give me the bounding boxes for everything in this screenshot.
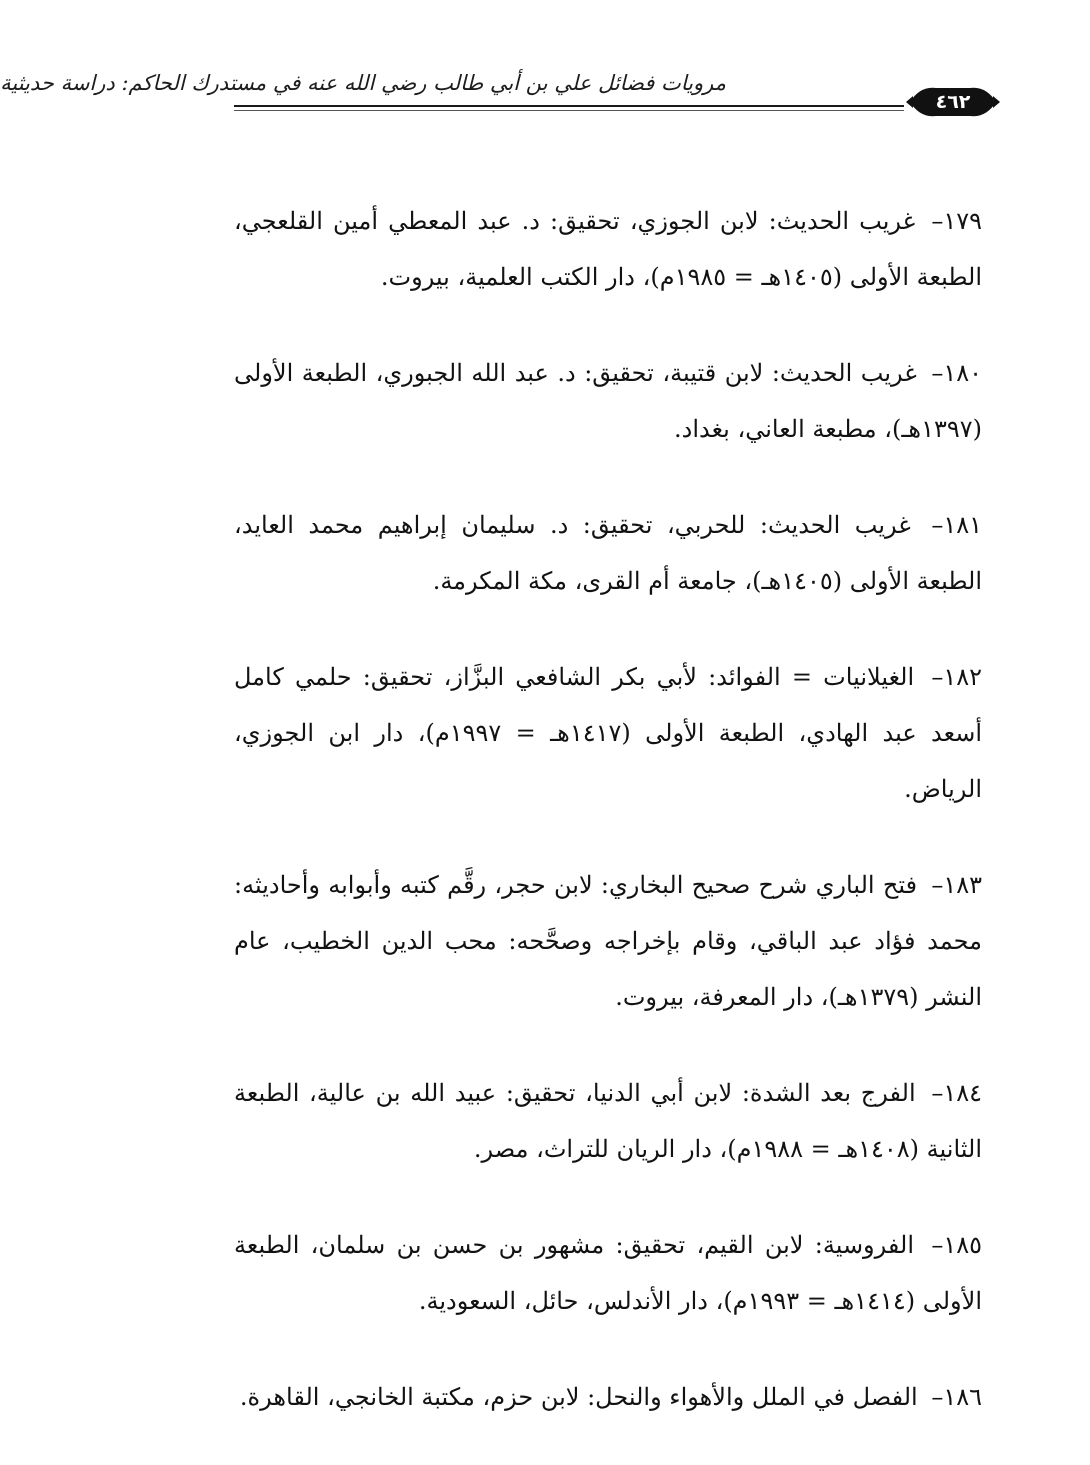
bibliography-entry xyxy=(234,1217,982,1329)
header-rule-thin xyxy=(234,110,904,111)
entry-text: الغيلانيات = الفوائد: لأبي بكر الشافعي البزَّاز، تحقيق: حلمي كامل أسعد عبد الهادي، الطبعة الأولى (١٤١٧هـ = ١٩٩٧م)، دار ابن الجوزي، الرياض. xyxy=(234,663,982,803)
bibliography-entry xyxy=(234,497,982,609)
entry-number: ١٨٥– xyxy=(931,1231,982,1259)
bibliography-entry xyxy=(234,1065,982,1177)
entry-number: ١٨٤– xyxy=(931,1079,983,1107)
entry-text: غريب الحديث: لابن الجوزي، تحقيق: د. عبد المعطي أمين القلعجي، الطبعة الأولى (١٤٠٥هـ = ١٩٨٥م)، دار الكتب العلمية، بيروت. xyxy=(234,207,982,291)
entry-text: غريب الحديث: لابن قتيبة، تحقيق: د. عبد الله الجبوري، الطبعة الأولى (١٣٩٧هـ)، مطبعة العاني، بغداد. xyxy=(234,359,982,443)
entry-text: الفروسية: لابن القيم، تحقيق: مشهور بن حسن بن سلمان، الطبعة الأولى (١٤١٤هـ = ١٩٩٣م)، دار الأندلس، حائل، السعودية. xyxy=(234,1231,982,1315)
bibliography-entry xyxy=(234,193,982,305)
bibliography-entry xyxy=(234,1369,982,1425)
entry-number: ١٨٦– xyxy=(931,1383,982,1411)
running-title: مرويات فضائل علي بن أبي طالب رضي الله عنه في مستدرك الحاكم: دراسة حديثية xyxy=(0,71,726,95)
header-rule xyxy=(234,105,904,107)
bibliography-list xyxy=(234,193,982,1465)
entry-text: الفرج بعد الشدة: لابن أبي الدنيا، تحقيق: عبيد الله بن عالية، الطبعة الثانية (١٤٠٨هـ = ١٩٨٨م)، دار الريان للتراث، مصر. xyxy=(234,1079,982,1163)
entry-number: ١٨٣– xyxy=(931,871,982,899)
page-number-badge xyxy=(906,84,1000,120)
entry-number: ١٨٠– xyxy=(931,359,982,387)
bibliography-entry xyxy=(234,857,982,1025)
entry-number: ١٨١– xyxy=(931,511,982,539)
entry-text: الفصل في الملل والأهواء والنحل: لابن حزم، مكتبة الخانجي، القاهرة. xyxy=(239,1383,918,1411)
entry-text: غريب الحديث: للحربي، تحقيق: د. سليمان إبراهيم محمد العايد، الطبعة الأولى (١٤٠٥هـ)، جامعة أم القرى، مكة المكرمة. xyxy=(234,511,982,595)
entry-number: ١٨٢– xyxy=(931,663,982,691)
entry-number: ١٧٩– xyxy=(931,207,982,235)
bibliography-entry xyxy=(234,345,982,457)
running-header xyxy=(0,62,1000,122)
entry-text: فتح الباري شرح صحيح البخاري: لابن حجر، رقَّم كتبه وأبوابه وأحاديثه: محمد فؤاد عبد الباقي، وقام بإخراجه وصحَّحه: محب الدين الخطيب، عام النشر (١٣٧٩هـ)، دار المعرفة، بيروت. xyxy=(234,871,983,1011)
page-number: ٤٦٢ xyxy=(935,91,971,113)
bibliography-entry xyxy=(234,649,982,817)
